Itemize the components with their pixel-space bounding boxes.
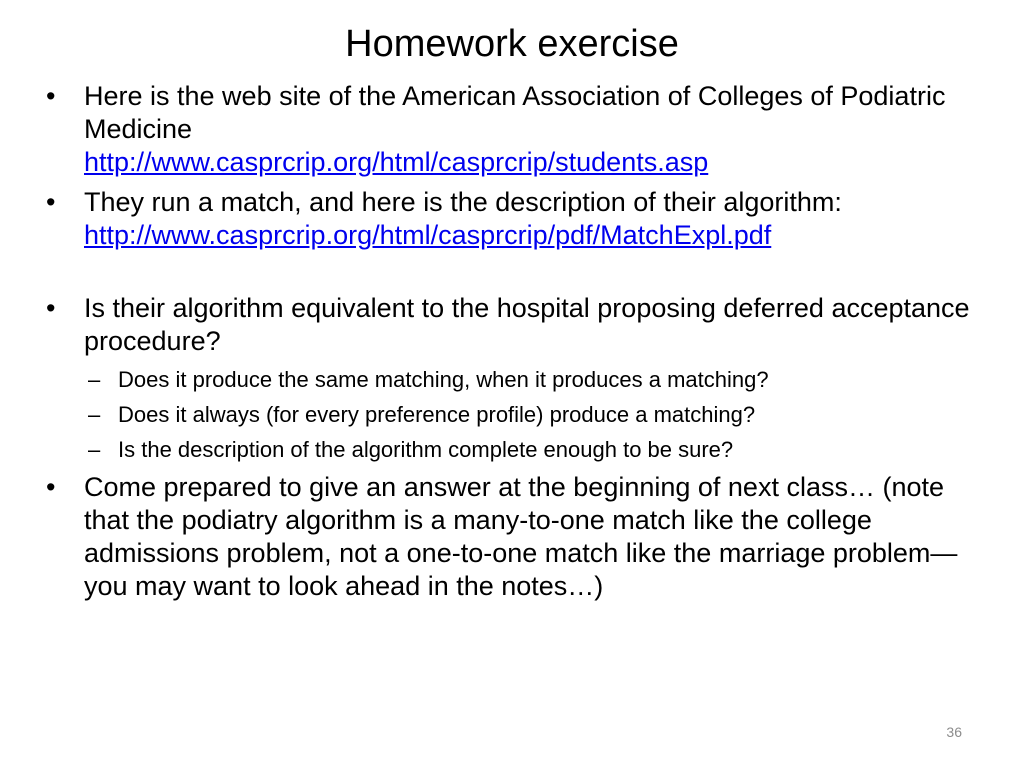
website-link[interactable]: http://www.casprcrip.org/html/casprcrip/students.asp [84,147,709,177]
sub-question-text: Does it produce the same matching, when it produces a matching? [118,367,769,392]
dash-icon: – [88,402,101,427]
bullet-website-text: Here is the web site of the American Association of Colleges of Podiatric Medicine [84,81,946,144]
bullet-dot-icon: • [46,293,56,323]
bullet-dot-icon: • [46,187,56,217]
sub-question-item [88,366,984,394]
slide-title: Homework exercise [345,23,679,65]
sub-question-text: Does it always (for every preference profile) produce a matching? [118,402,756,427]
dash-icon: – [88,367,101,392]
bullet-dot-icon: • [46,472,56,502]
page-number: 36 [946,724,962,740]
bullet-match-description [44,186,984,252]
match-explanation-link[interactable]: http://www.casprcrip.org/html/casprcrip/pdf/MatchExpl.pdf [84,220,772,250]
sub-question-list [44,366,984,464]
bullet-match-text: They run a match, and here is the description of their algorithm: [84,187,842,217]
bullet-come-prepared-text: Come prepared to give an answer at the beginning of next class… (note that the podiatry algorithm is a many-to-one match like the college admissions problem, not a one-to-one match like the marriage problem—you may want to look ahead in the notes…) [84,472,958,601]
bullet-equivalence-question [44,292,984,358]
dash-icon: – [88,437,101,462]
sub-question-item [88,401,984,429]
slide-content [44,80,984,603]
sub-question-text: Is the description of the algorithm complete enough to be sure? [118,437,734,462]
sub-question-item [88,436,984,464]
bullet-dot-icon: • [46,81,56,111]
bullet-website [44,80,984,179]
bullet-equivalence-text: Is their algorithm equivalent to the hospital proposing deferred acceptance procedure? [84,293,970,356]
bullet-come-prepared [44,471,984,603]
